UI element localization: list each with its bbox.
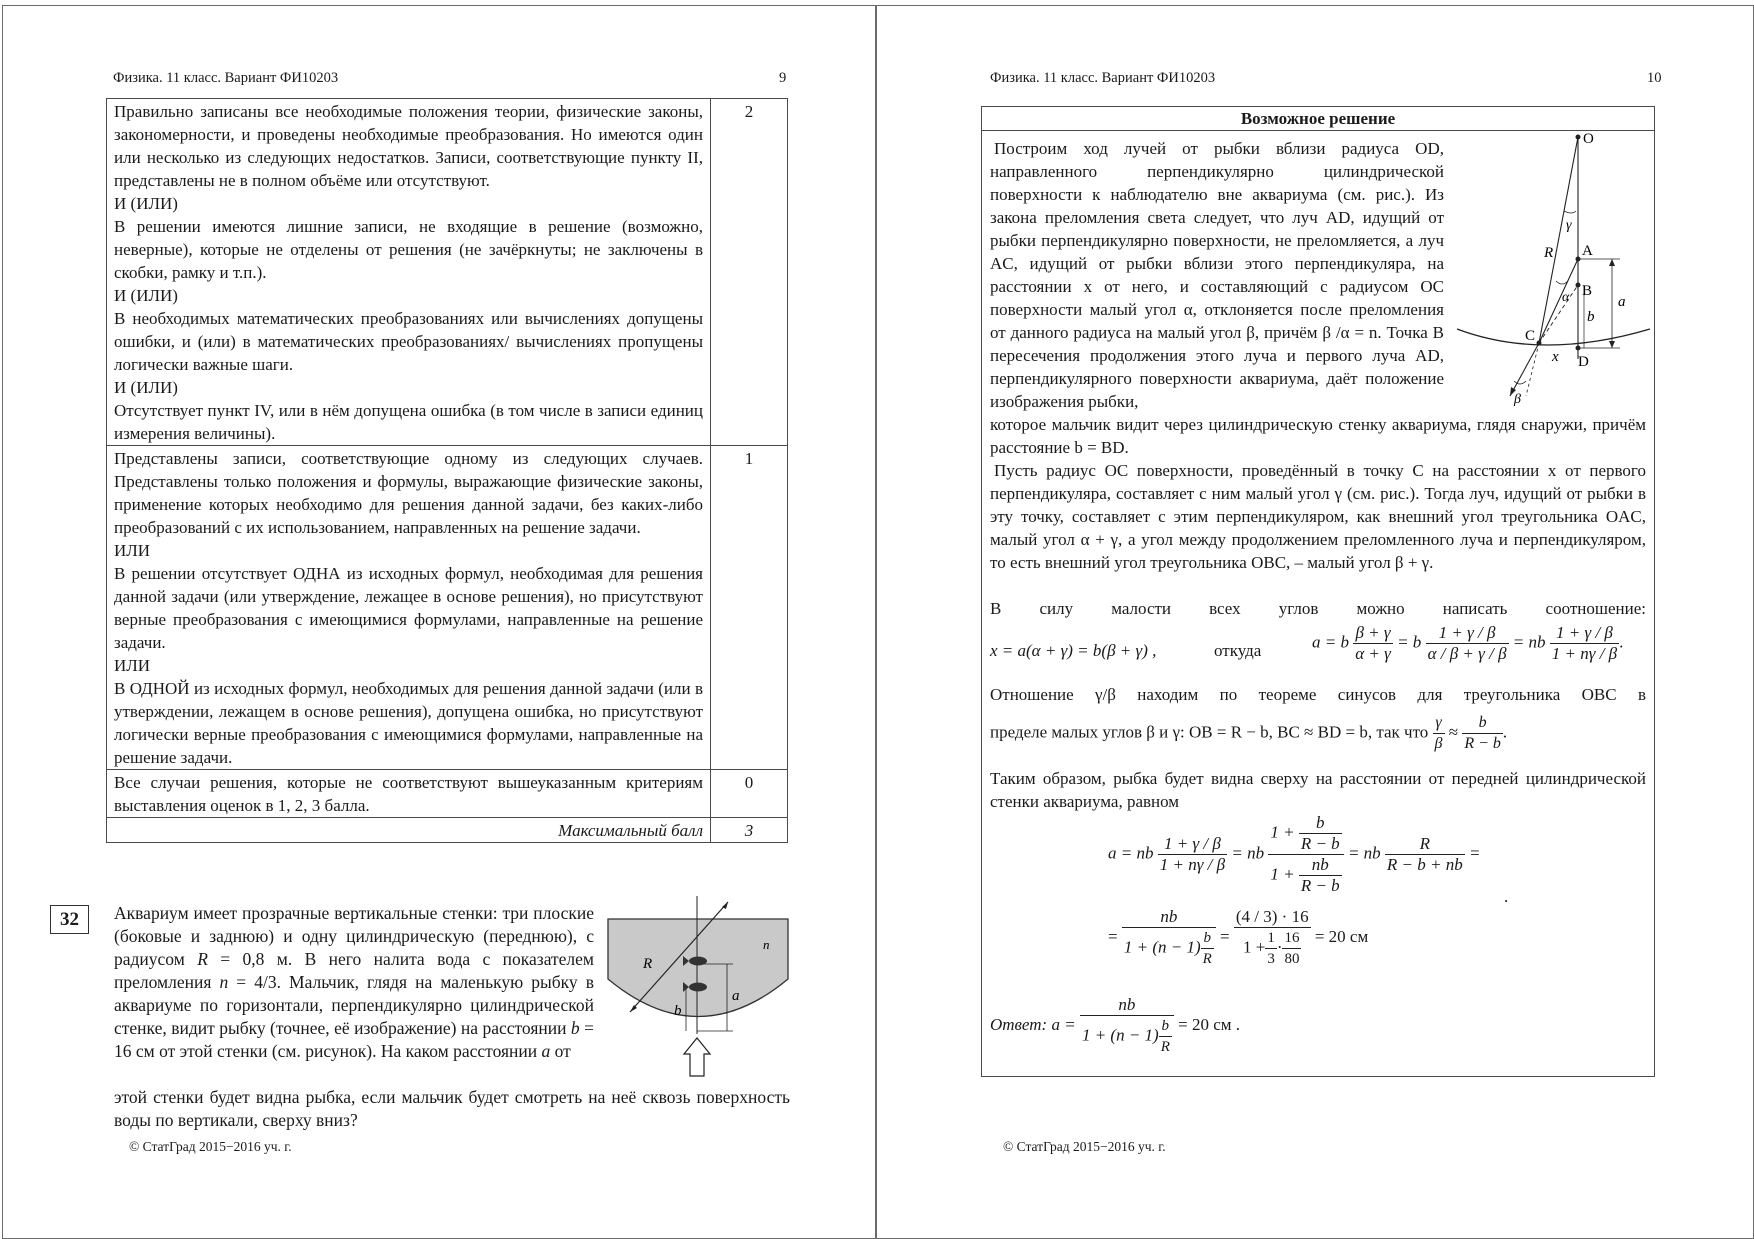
label-b: b bbox=[674, 1003, 682, 1019]
aquarium-water bbox=[608, 919, 788, 1017]
label-a: a bbox=[732, 988, 740, 1004]
radius-OC bbox=[1539, 137, 1578, 343]
right-page bbox=[876, 5, 1754, 1239]
aquarium-figure bbox=[603, 894, 793, 1082]
fish-icon bbox=[689, 957, 707, 966]
label-a: a bbox=[1618, 294, 1626, 310]
refracted-ray bbox=[1510, 343, 1539, 396]
page-number: 9 bbox=[779, 70, 787, 86]
ray-AC bbox=[1539, 259, 1578, 343]
task-text: Аквариум имеет прозрачные вертикальные стенки: три плоские (боковые и заднюю) и одну цилиндрическую (переднюю), с радиусом R = 0,8 м. В него налита вода с показателем преломления n = 4/3. Мальчик, глядя на маленькую рыбку в аквариуме по горизонтали, перпендикулярно цилиндрической стенке, видит рыбку (точнее, её изображение) на расстоянии b = 16 см от этой стенки (см. рисунок). На каком расстоянии a от bbox=[114, 903, 595, 1061]
criteria-paragraph: И (ИЛИ) bbox=[114, 194, 178, 213]
criteria-paragraph: Отсутствует пункт IV, или в нём допущена ошибка (в том числе в записи единиц измерения величины). bbox=[114, 401, 703, 443]
page-footer: © СтатГрад 2015−2016 уч. г. bbox=[1003, 1139, 1166, 1154]
left-page bbox=[2, 5, 876, 1239]
equation-a: a = b $\frac{\beta + \gamma}{\alpha + \gamma}$ = b $\frac{1 + \gamma / \beta}{\alpha / \beta + \gamma / \beta}$ = nb $\frac{1 + \gamma / \beta}{1 + n\gamma / \beta}$ . bbox=[1312, 623, 1624, 663]
solution-paragraph-1: Построим ход лучей от рыбки вблизи радиуса OD, направленного перпендикулярно цилиндрической поверхности к наблюдателю вне аквариума (см. рис.). Из закона преломления света следует, что луч AD, идущий от рыбки перпендикулярно поверхности, не преломляется, а луч AC, идущий от рыбки вблизи этого перпендикуляра, на расстоянии x от него, и составляющий с радиусом OC поверхности малый угол α, отклоняется после преломления от данного радиуса на малый угол β, причём β /α = n. Точка B пересечения продолжения этого луча и первого луча AD, перпендикулярного поверхности аквариума, даёт положение изображения рыбки, bbox=[990, 139, 1444, 411]
criteria-max-row bbox=[107, 818, 788, 843]
label-R: R bbox=[1544, 245, 1554, 261]
criteria-text bbox=[107, 446, 711, 770]
criteria-score: 1 bbox=[711, 446, 788, 770]
surface-arc bbox=[1457, 329, 1650, 345]
criteria-paragraph: В ОДНОЙ из исходных формул, необходимых для решения данной задачи (или в утверждении, лежащем в основе решения), допущена ошибка, но присутствуют логически верные преобразования с имеющимися формулами, направленные на решение задачи. bbox=[114, 679, 703, 767]
max-score-value: 3 bbox=[711, 818, 788, 843]
equation-a-chain: a = nb $\frac{1 + \gamma / \beta}{1 + n\gamma / \beta}$ = nb 1 + $\frac{b}{R - b}$ 1 + $\frac{nb}{R - b}$ = nb $\frac{R}{R - b + nb}$ = bbox=[1108, 813, 1481, 895]
criteria-paragraph: В необходимых математических преобразованиях или вычислениях допущены ошибки, и (или) в математических преобразованиях/ вычислениях пропущены логически важные шаги. bbox=[114, 309, 703, 374]
label-alpha: α bbox=[1562, 290, 1570, 305]
label-b: b bbox=[1587, 309, 1595, 325]
solution-paragraph-1-cont: которое мальчик видит через цилиндрическую стенку аквариума, глядя снаружи, причём расстояние b = BD. bbox=[990, 415, 1646, 457]
label-A: A bbox=[1582, 243, 1593, 259]
task-text-tail: этой стенки будет видна рыбка, если мальчик будет смотреть на неё сквозь поверхность воды по вертикали, сверху вниз? bbox=[114, 1087, 790, 1130]
label-O: O bbox=[1583, 131, 1594, 147]
label-C: C bbox=[1525, 328, 1536, 344]
criteria-row-0 bbox=[107, 770, 788, 818]
solution-title: Возможное решение bbox=[982, 107, 1654, 131]
page-number: 10 bbox=[1647, 70, 1662, 86]
page-header: Физика. 11 класс. Вариант ФИ10203 bbox=[113, 70, 339, 86]
criteria-paragraph: И (ИЛИ) bbox=[114, 286, 178, 305]
label-x: x bbox=[1552, 349, 1559, 365]
criteria-paragraph: ИЛИ bbox=[114, 656, 151, 675]
solution-paragraph-4a: Отношение γ/β находим по теореме синусов для треугольника OBC в bbox=[990, 685, 1646, 704]
equation-x: x = a(α + γ) = b(β + γ) , bbox=[990, 641, 1157, 660]
label-D: D bbox=[1578, 354, 1589, 370]
solution-box bbox=[981, 106, 1655, 1077]
solution-paragraph-4b: пределе малых углов β и γ: OB = R − b, BC ≈ BD = b, так что $\frac{\gamma}{\beta}$ ≈ $\frac{b}{R - b}$ . bbox=[990, 714, 1508, 752]
page-footer: © СтатГрад 2015−2016 уч. г. bbox=[129, 1139, 292, 1154]
equation-numeric: = nb 1 + (n − 1) $\frac{b}{R}$ = (4 / 3) · 16 1 + $\frac{1}{3}$ · $\frac{16}{80}$ = 20 см bbox=[1108, 907, 1369, 967]
criteria-score: 0 bbox=[711, 770, 788, 818]
criteria-text bbox=[107, 99, 711, 446]
label-beta: β bbox=[1514, 392, 1521, 407]
page-header: Физика. 11 класс. Вариант ФИ10203 bbox=[990, 70, 1216, 86]
label-R: R bbox=[643, 956, 653, 972]
label-B: B bbox=[1582, 283, 1593, 299]
label-gamma: γ bbox=[1566, 218, 1572, 233]
fish-image-icon bbox=[689, 983, 707, 992]
equation-dot: . bbox=[1504, 887, 1509, 906]
criteria-text bbox=[107, 770, 711, 818]
criteria-paragraph: В решении имеются лишние записи, не входящие в решение (возможно, неверные), которые не отделены от решения (не зачёркнуты; не заключены в скобки, рамку и т.п.). bbox=[114, 217, 703, 282]
label-n: n bbox=[763, 937, 770, 952]
criteria-paragraph: И (ИЛИ) bbox=[114, 378, 178, 397]
criteria-row-1 bbox=[107, 446, 788, 770]
criteria-paragraph: Все случаи решения, которые не соответствуют вышеуказанным критериям выставления оценок в 1, 2, 3 балла. bbox=[114, 773, 703, 815]
criteria-paragraph: В решении отсутствует ОДНА из исходных формул, необходимая для решения данной задачи (или утверждение, лежащее в основе решения), но присутствуют верные преобразования с имеющимися формулами, направленные на решение задачи. bbox=[114, 564, 703, 652]
viewer-arrow-icon bbox=[684, 1038, 710, 1076]
task-number: 32 bbox=[50, 905, 89, 934]
solution-paragraph-3: В силу малости всех углов можно написать соотношение: bbox=[990, 599, 1646, 618]
criteria-paragraph: ИЛИ bbox=[114, 541, 151, 560]
criteria-row-2 bbox=[107, 99, 788, 446]
answer: Ответ: a = nb 1 + (n − 1) $\frac{b}{R}$ = 20 см . bbox=[990, 995, 1241, 1055]
solution-paragraph-2: Пусть радиус OC поверхности, проведённый в точку C на расстоянии x от первого перпендикуляра, составляет с ним малый угол γ (см. рис.). Тогда луч, идущий от рыбки в эту точку, составляет с этим перпендикуляром, как внешний угол треугольника OAC, малый угол α + γ, а угол между продолжением преломленного луча и перпендикуляром, то есть внешний угол треугольника OBC, – малый угол β + γ. bbox=[990, 461, 1646, 572]
equation-word: откуда bbox=[1214, 641, 1262, 660]
criteria-paragraph: Правильно записаны все необходимые положения теории, физические законы, закономерности, и проведены необходимые преобразования. Но имеются один или несколько из следующих недостатков. Записи, соответствующие пункту II, представлены не в полном объёме или отсутствуют. bbox=[114, 102, 703, 190]
ray-diagram bbox=[1452, 131, 1652, 407]
solution-paragraph-5: Таким образом, рыбка будет видна сверху на расстоянии от передней цилиндрической стенки аквариума, равном bbox=[990, 769, 1646, 811]
criteria-score: 2 bbox=[711, 99, 788, 446]
criteria-paragraph: Представлены записи, соответствующие одному из следующих случаев. Представлены только положения и формулы, выражающие физические законы, применение которых необходимо для решения данной задачи, без каких-либо преобразований с их использованием, направленных на решение задачи. bbox=[114, 449, 703, 537]
max-score-label: Максимальный балл bbox=[107, 818, 711, 843]
criteria-table bbox=[106, 98, 788, 843]
